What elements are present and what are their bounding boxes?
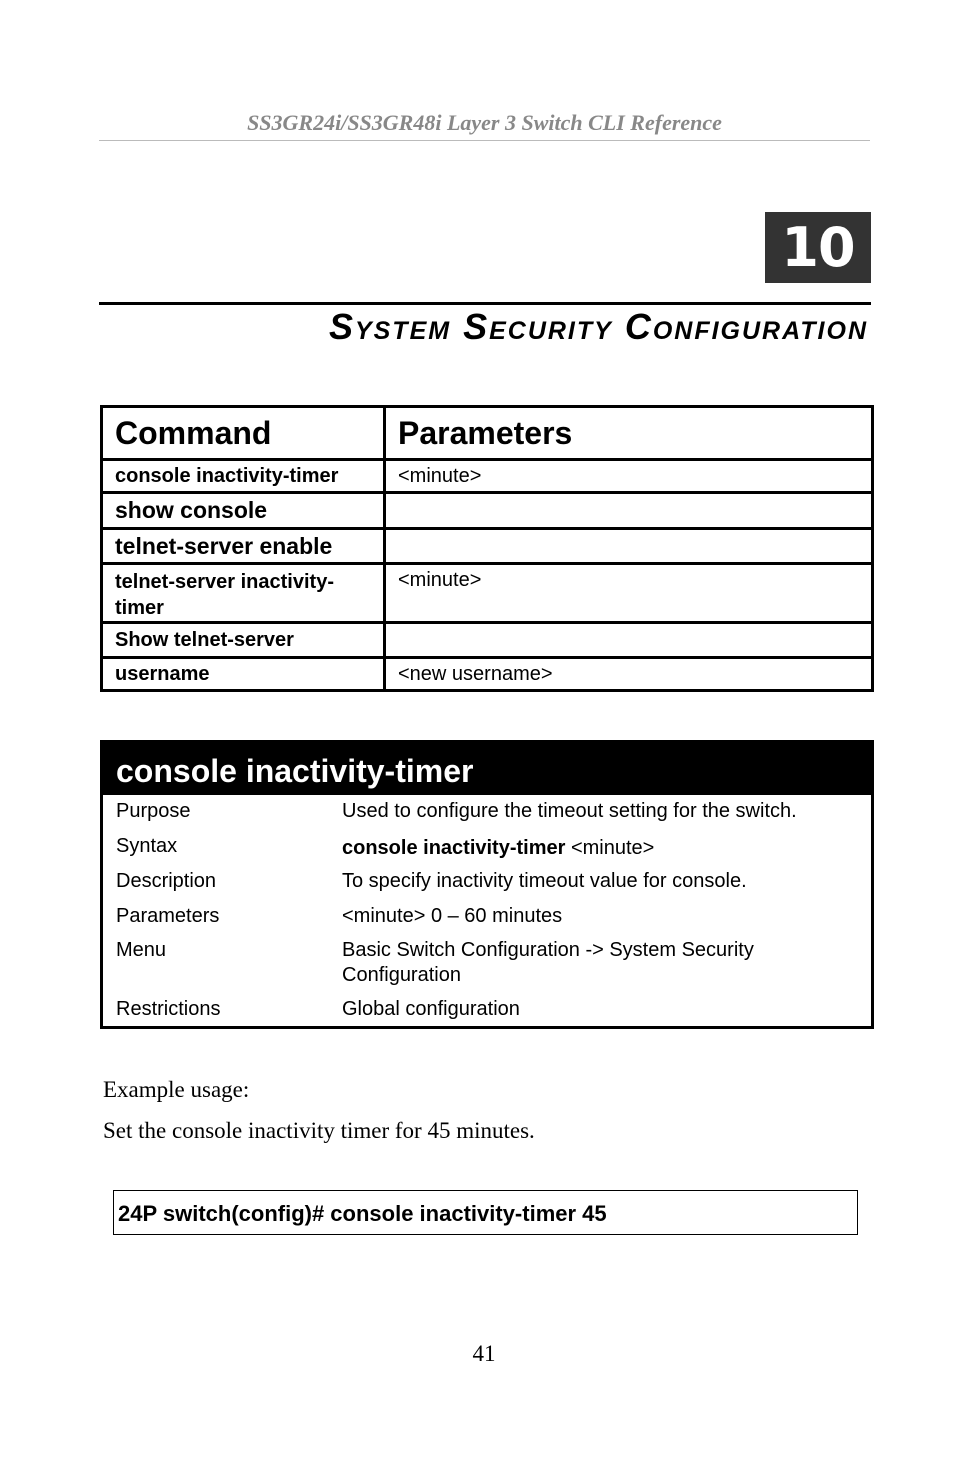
command-cell: username xyxy=(102,658,385,691)
table-row xyxy=(102,493,873,529)
table-row xyxy=(102,529,873,564)
detail-key: Purpose xyxy=(116,800,191,822)
detail-value: Basic Switch Configuration -> System Security Configuration xyxy=(342,939,754,986)
command-cell: console inactivity-timer xyxy=(102,460,385,493)
detail-value xyxy=(342,834,871,869)
chapter-number: 10 xyxy=(765,212,871,283)
detail-row-parameters xyxy=(103,904,871,938)
table-row xyxy=(102,460,873,493)
command-detail-box xyxy=(100,740,874,1029)
detail-row-description xyxy=(103,869,871,904)
detail-key: Description xyxy=(116,870,217,892)
detail-value: To specify inactivity timeout value for console. xyxy=(342,870,747,892)
example-description: Set the console inactivity timer for 45 minutes. xyxy=(103,1118,535,1143)
command-cell: Show telnet-server xyxy=(102,623,385,658)
detail-value: Used to configure the timeout setting for the switch. xyxy=(342,800,797,822)
parameters-cell: <minute> xyxy=(385,564,873,623)
command-table xyxy=(100,405,874,692)
detail-value: Global configuration xyxy=(342,998,520,1020)
detail-key: Restrictions xyxy=(116,998,221,1020)
parameters-cell xyxy=(385,623,873,658)
chapter-title-rule xyxy=(99,302,871,305)
chapter-title: System Security Configuration xyxy=(328,306,868,347)
command-detail-title: console inactivity-timer xyxy=(103,743,871,795)
detail-value: <minute> 0 – 60 minutes xyxy=(342,905,563,927)
syntax-argument: <minute> xyxy=(565,837,655,859)
parameters-column-header: Parameters xyxy=(385,407,873,460)
detail-key: Menu xyxy=(116,939,167,961)
table-row xyxy=(102,623,873,658)
parameters-cell xyxy=(385,493,873,529)
parameters-cell xyxy=(385,529,873,564)
header-rule xyxy=(99,140,870,141)
detail-row-menu xyxy=(103,938,871,997)
command-cell: telnet-server enable xyxy=(102,529,385,564)
command-cell: show console xyxy=(102,493,385,529)
running-header: SS3GR24i/SS3GR48i Layer 3 Switch CLI Reference xyxy=(247,110,722,135)
detail-key: Parameters xyxy=(116,905,220,927)
detail-row-syntax xyxy=(103,834,871,869)
example-label: Example usage: xyxy=(103,1077,250,1102)
example-code-box: 24P switch(config)# console inactivity-timer 45 xyxy=(113,1190,858,1235)
detail-row-restrictions xyxy=(103,997,871,1027)
detail-row-purpose xyxy=(103,799,871,834)
table-row xyxy=(102,658,873,691)
command-cell: telnet-server inactivity-timer xyxy=(102,564,385,623)
parameters-cell: <minute> xyxy=(385,460,873,493)
parameters-cell: <new username> xyxy=(385,658,873,691)
syntax-command: console inactivity-timer xyxy=(342,837,566,859)
command-column-header: Command xyxy=(102,407,385,460)
detail-key: Syntax xyxy=(116,835,178,857)
command-table-header xyxy=(102,407,873,460)
table-row xyxy=(102,564,873,623)
page-number: 41 xyxy=(472,1341,496,1366)
